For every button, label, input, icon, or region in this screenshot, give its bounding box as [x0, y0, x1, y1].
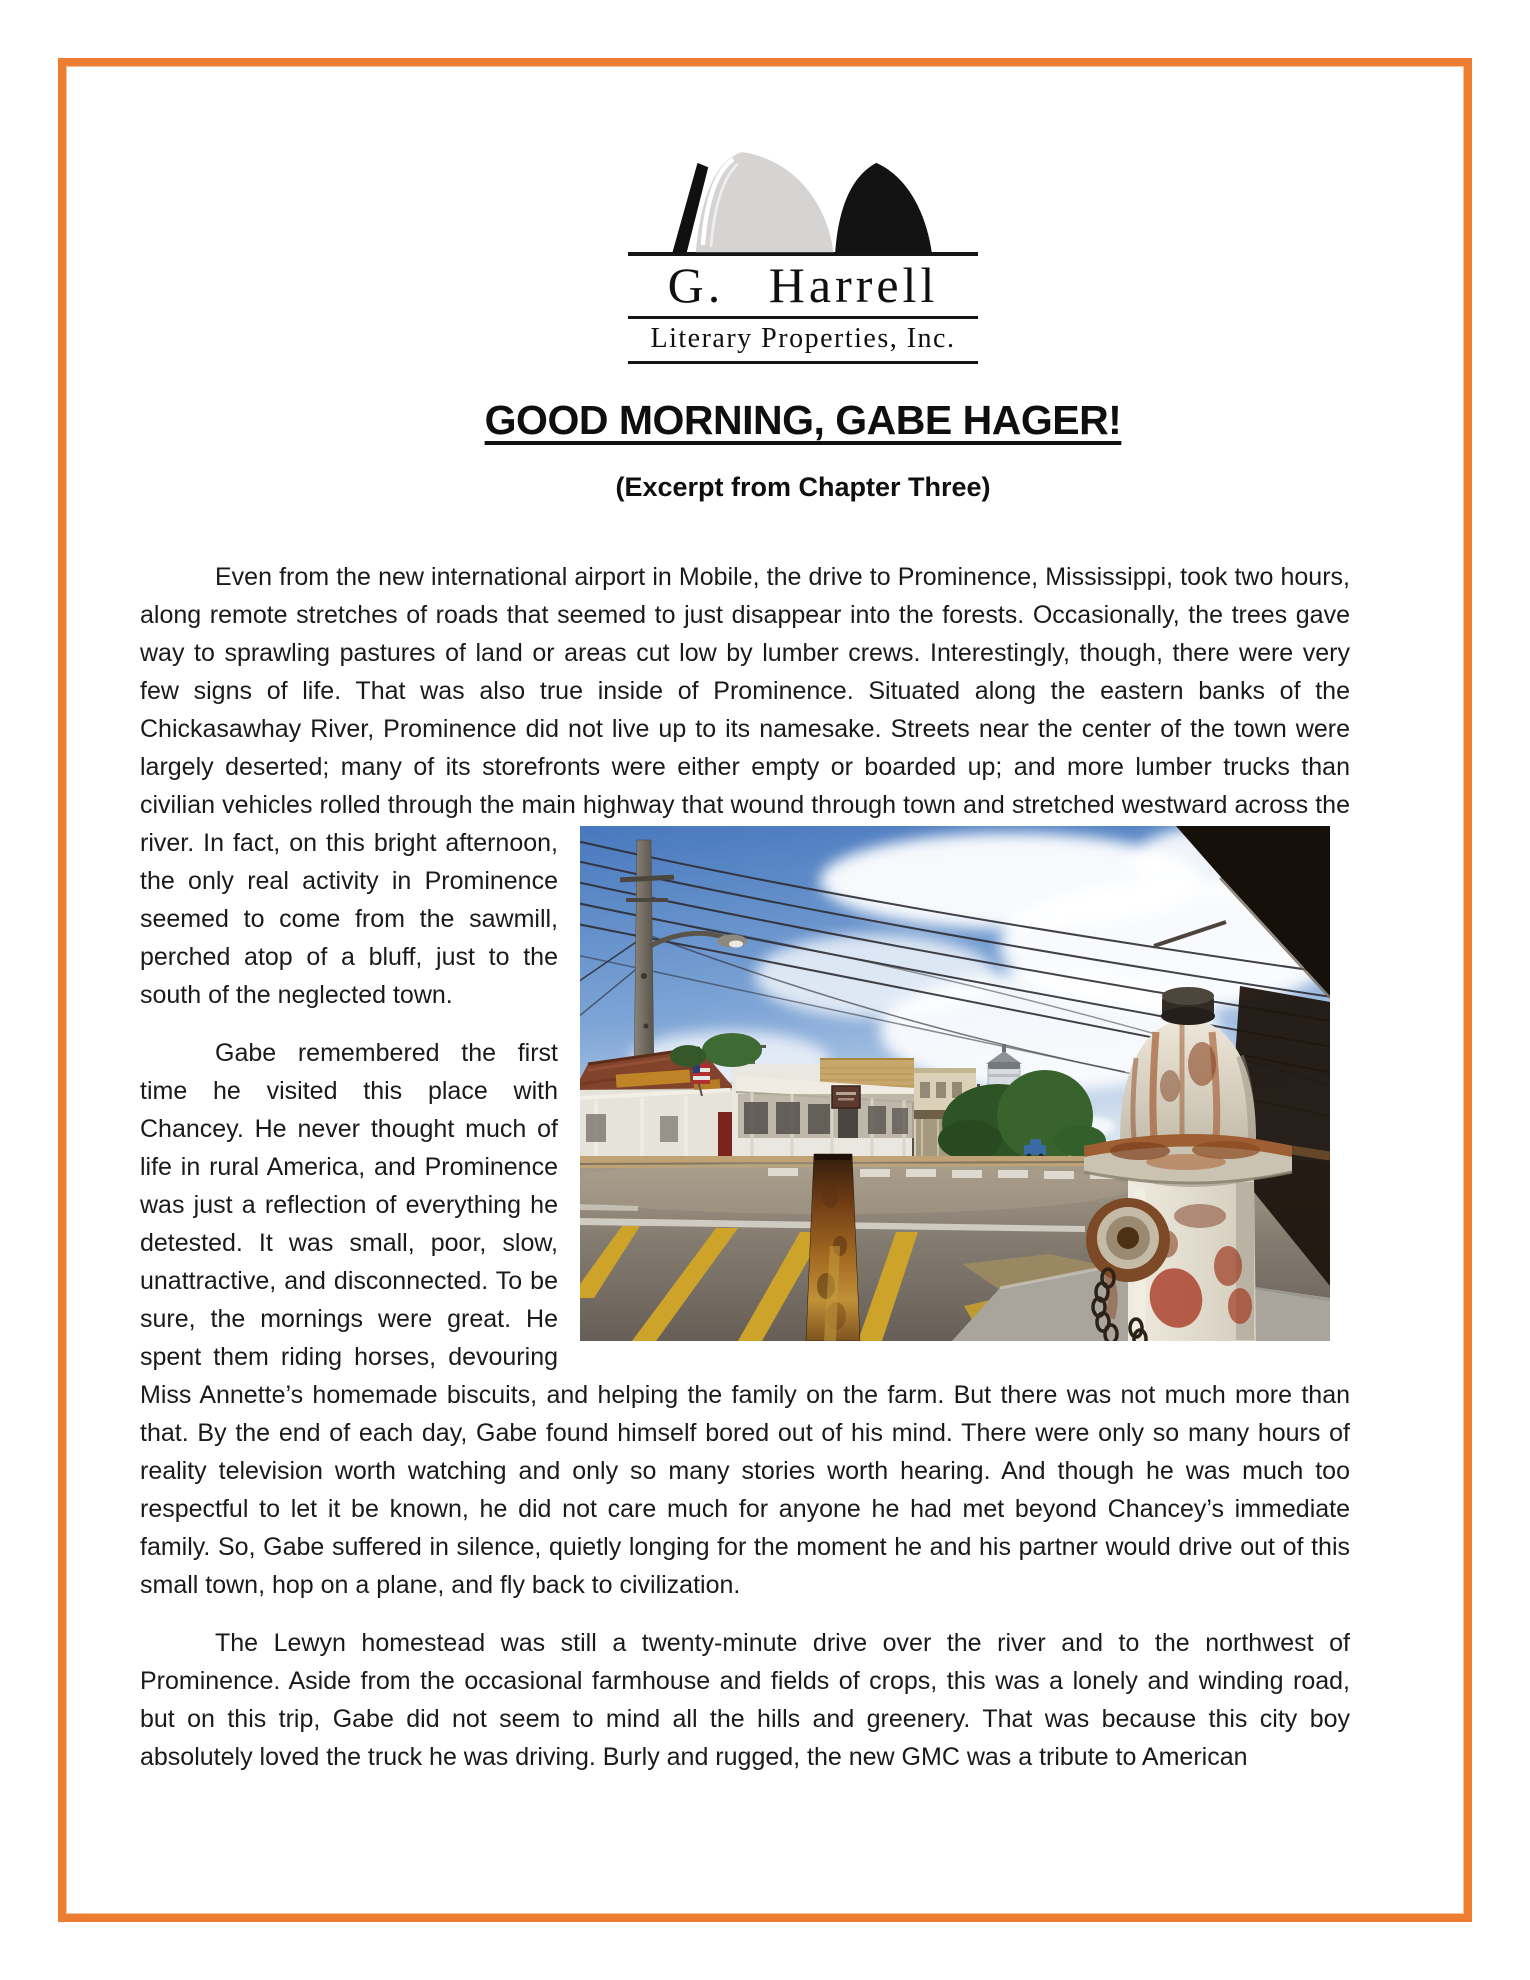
- chapter-subtitle: (Excerpt from Chapter Three): [615, 472, 991, 502]
- logo-text: [628, 252, 978, 364]
- street-photo-illustration: [580, 826, 1330, 1341]
- paragraph-1: [140, 558, 1350, 1014]
- rusted-post: [806, 1154, 860, 1341]
- paragraph-1-before-photo: Even from the new international airport in Mobile, the drive to Prominence, Mississippi, took two hours, along remote stretches of roads that seemed to just disappear into the forests. Occasionally, the trees gave way to sprawling pastures of land or areas cut low by lumber crews. Interestingly, though, there were very few signs of life. That was also true inside of Prominence. Situated along the eastern banks of the Chickasawhay River, Prominence did not live up to its namesake. Streets near the center of the town were largely deserted; many of its storefronts were either empty or boarded up; and more lumber trucks than civilian vehicles rolled through the main highway that wound through town and stretched westward: [140, 563, 1350, 819]
- hanging-sign: [832, 1086, 860, 1108]
- document-header: [198, 136, 1408, 506]
- paragraph-3: The Lewyn homestead was still a twenty-minute drive over the river and to the northwest of Prominence. Aside from the occasional farmhouse and fields of crops, this was a lonely and winding road, but on this trip, Gabe did not seem to mind all the hills and greenery. That was because this city boy absolutely loved the truck he was driving. Burly and rugged, the new GMC was a tribute to American: [140, 1629, 1350, 1771]
- page-content: [140, 136, 1350, 1796]
- publisher-logo: [628, 136, 978, 364]
- open-book-icon: [628, 136, 978, 254]
- logo-name: G. Harrell: [628, 256, 978, 319]
- street-photo: [580, 826, 1330, 1341]
- page-title: GOOD MORNING, GABE HAGER!: [484, 397, 1122, 443]
- logo-subtitle: Literary Properties, Inc.: [650, 323, 956, 354]
- paragraph-2: Gabe remembered the first time he visited this place with Chancey. He never thought much of life in rural America, and Prominence was just a reflection of everything he detested. It was small, poor, slow, unattractive, and disconnected. To be sure, the mornings were great. He spent them riding horses, devouring Miss Annette’s homemade biscuits, and helping the family on the farm. But there was not much more than that. By the end of each day, Gabe found himself bored out of his mind. There were only so many hours of reality television worth watching and only so many stories worth hearing. And though he was much too respectful to let it be known, he did not care much for anyone he had met beyond Chancey’s immediate family. So, Gabe suffered in silence, quietly longing for the moment he and his partner would drive out of this small town, hop on a plane, and fly back to civilization.: [140, 1039, 1350, 1599]
- excerpt-body: [140, 558, 1350, 1776]
- paragraph-1-after-photo: across the river. In fact, on this bright afternoon, the only real activity in Prominence seemed to come from the sawmill, perched atop of a bluff, just to the south of the neglected town.: [140, 791, 1350, 1009]
